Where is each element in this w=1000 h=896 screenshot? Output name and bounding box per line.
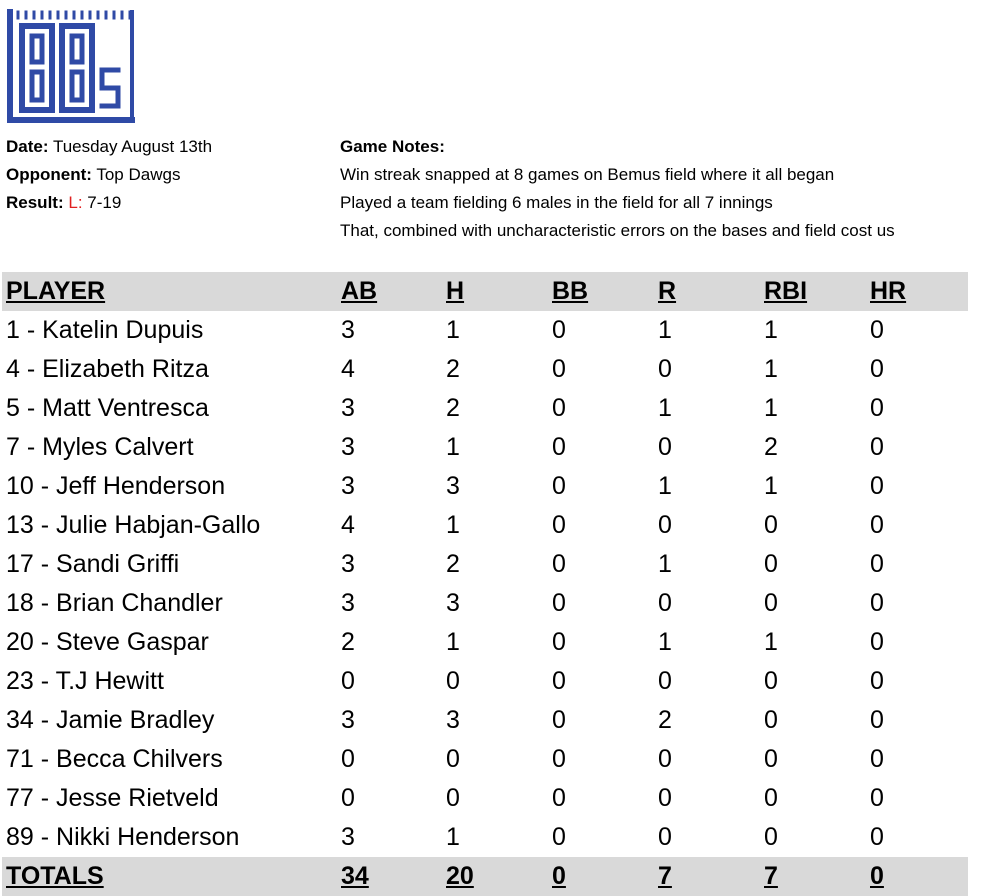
ab-value: 0 <box>341 667 355 695</box>
r-value: 0 <box>658 745 672 773</box>
ab-value: 2 <box>341 628 355 656</box>
player-name: 17 - Sandi Griffi <box>6 550 180 578</box>
bb-value: 0 <box>552 355 566 383</box>
rbi-value: 1 <box>764 355 778 383</box>
h-value: 0 <box>446 784 460 812</box>
opponent-label: Opponent: <box>6 165 92 184</box>
h-value: 3 <box>446 472 460 500</box>
table-row <box>2 623 968 662</box>
team-logo <box>6 8 136 124</box>
rbi-value: 1 <box>764 316 778 344</box>
rbi-value: 2 <box>764 433 778 461</box>
ab-value: 3 <box>341 433 355 461</box>
ab-value: 0 <box>341 784 355 812</box>
game-notes <box>340 133 895 245</box>
table-row <box>2 311 968 350</box>
result-label: Result: <box>6 193 64 212</box>
player-name: 13 - Julie Habjan-Gallo <box>6 511 261 539</box>
bb-value: 0 <box>552 706 566 734</box>
r-value: 1 <box>658 472 672 500</box>
bb-value: 0 <box>552 316 566 344</box>
player-name: 4 - Elizabeth Ritza <box>6 355 209 383</box>
bb-value: 0 <box>552 784 566 812</box>
game-note-line: Win streak snapped at 8 games on Bemus field where it all began <box>340 165 835 184</box>
game-notes-title: Game Notes: <box>340 137 445 156</box>
player-name: 7 - Myles Calvert <box>6 433 194 461</box>
h-value: 1 <box>446 316 460 344</box>
h-value: 2 <box>446 355 460 383</box>
date-row <box>6 133 212 161</box>
player-name: 5 - Matt Ventresca <box>6 394 209 422</box>
totals-ab: 34 <box>341 862 369 890</box>
ab-value: 3 <box>341 823 355 851</box>
r-value: 1 <box>658 550 672 578</box>
player-name: 1 - Katelin Dupuis <box>6 316 204 344</box>
ab-value: 3 <box>341 472 355 500</box>
header-rbi: RBI <box>764 277 808 305</box>
rbi-value: 0 <box>764 667 778 695</box>
totals-label: TOTALS <box>6 862 104 890</box>
rbi-value: 0 <box>764 823 778 851</box>
h-value: 3 <box>446 589 460 617</box>
h-value: 1 <box>446 511 460 539</box>
result-loss-marker: L: <box>68 193 83 212</box>
player-stats-table <box>2 272 968 896</box>
hr-value: 0 <box>870 394 884 422</box>
h-value: 1 <box>446 433 460 461</box>
table-row <box>2 662 968 701</box>
header-h: H <box>446 277 465 305</box>
bb-value: 0 <box>552 433 566 461</box>
header-r: R <box>658 277 677 305</box>
player-name: 77 - Jesse Rietveld <box>6 784 219 812</box>
game-note-line: Played a team fielding 6 males in the field for all 7 innings <box>340 193 773 212</box>
table-row <box>2 779 968 818</box>
player-name: 34 - Jamie Bradley <box>6 706 215 734</box>
rbi-value: 1 <box>764 472 778 500</box>
game-note-line: That, combined with uncharacteristic errors on the bases and field cost us <box>340 221 895 240</box>
result-row <box>6 189 212 217</box>
hr-value: 0 <box>870 550 884 578</box>
hr-value: 0 <box>870 355 884 383</box>
player-name: 71 - Becca Chilvers <box>6 745 223 773</box>
bb-value: 0 <box>552 550 566 578</box>
ab-value: 3 <box>341 394 355 422</box>
bb-value: 0 <box>552 628 566 656</box>
table-row <box>2 818 968 857</box>
h-value: 0 <box>446 667 460 695</box>
rbi-value: 1 <box>764 628 778 656</box>
r-value: 0 <box>658 589 672 617</box>
hr-value: 0 <box>870 823 884 851</box>
r-value: 0 <box>658 667 672 695</box>
table-row <box>2 467 968 506</box>
player-name: 20 - Steve Gaspar <box>6 628 209 656</box>
totals-row <box>2 857 968 896</box>
hr-value: 0 <box>870 316 884 344</box>
table-header-row <box>2 272 968 311</box>
header-player: PLAYER <box>6 277 106 305</box>
header-ab: AB <box>341 277 378 305</box>
r-value: 0 <box>658 511 672 539</box>
h-value: 1 <box>446 823 460 851</box>
opponent-value: Top Dawgs <box>96 165 181 184</box>
bb-value: 0 <box>552 589 566 617</box>
r-value: 0 <box>658 823 672 851</box>
ab-value: 3 <box>341 706 355 734</box>
game-info <box>6 133 212 217</box>
table-row <box>2 350 968 389</box>
rbi-value: 1 <box>764 394 778 422</box>
bb-value: 0 <box>552 823 566 851</box>
date-value: Tuesday August 13th <box>52 137 213 156</box>
ab-value: 4 <box>341 511 355 539</box>
ab-value: 0 <box>341 745 355 773</box>
table-row <box>2 701 968 740</box>
r-value: 1 <box>658 628 672 656</box>
hr-value: 0 <box>870 745 884 773</box>
player-name: 10 - Jeff Henderson <box>6 472 226 500</box>
h-value: 1 <box>446 628 460 656</box>
h-value: 3 <box>446 706 460 734</box>
rbi-value: 0 <box>764 784 778 812</box>
hr-value: 0 <box>870 706 884 734</box>
player-name: 23 - T.J Hewitt <box>6 667 164 695</box>
r-value: 1 <box>658 316 672 344</box>
hr-value: 0 <box>870 628 884 656</box>
rbi-value: 0 <box>764 706 778 734</box>
hr-value: 0 <box>870 667 884 695</box>
bb-value: 0 <box>552 667 566 695</box>
r-value: 1 <box>658 394 672 422</box>
table-row <box>2 545 968 584</box>
table-row <box>2 389 968 428</box>
table-row <box>2 506 968 545</box>
totals-rbi: 7 <box>764 862 778 890</box>
player-name: 18 - Brian Chandler <box>6 589 223 617</box>
r-value: 0 <box>658 784 672 812</box>
rbi-value: 0 <box>764 745 778 773</box>
header-hr: HR <box>870 277 907 305</box>
r-value: 0 <box>658 355 672 383</box>
hr-value: 0 <box>870 433 884 461</box>
opponent-row <box>6 161 212 189</box>
hr-value: 0 <box>870 511 884 539</box>
hr-value: 0 <box>870 472 884 500</box>
totals-r: 7 <box>658 862 672 890</box>
table-row <box>2 740 968 779</box>
date-label: Date: <box>6 137 49 156</box>
player-name: 89 - Nikki Henderson <box>6 823 240 851</box>
rbi-value: 0 <box>764 589 778 617</box>
ab-value: 3 <box>341 550 355 578</box>
rbi-value: 0 <box>764 550 778 578</box>
header-bb: BB <box>552 277 589 305</box>
ab-value: 3 <box>341 316 355 344</box>
result-score: 7-19 <box>87 193 122 212</box>
h-value: 2 <box>446 550 460 578</box>
ab-value: 4 <box>341 355 355 383</box>
r-value: 0 <box>658 433 672 461</box>
r-value: 2 <box>658 706 672 734</box>
h-value: 0 <box>446 745 460 773</box>
table-row <box>2 428 968 467</box>
bb-value: 0 <box>552 472 566 500</box>
hr-value: 0 <box>870 784 884 812</box>
table-row <box>2 584 968 623</box>
totals-hr: 0 <box>870 862 884 890</box>
hr-value: 0 <box>870 589 884 617</box>
h-value: 2 <box>446 394 460 422</box>
bb-value: 0 <box>552 511 566 539</box>
ab-value: 3 <box>341 589 355 617</box>
bb-value: 0 <box>552 745 566 773</box>
rbi-value: 0 <box>764 511 778 539</box>
totals-bb: 0 <box>552 862 566 890</box>
totals-h: 20 <box>446 862 474 890</box>
bb-value: 0 <box>552 394 566 422</box>
